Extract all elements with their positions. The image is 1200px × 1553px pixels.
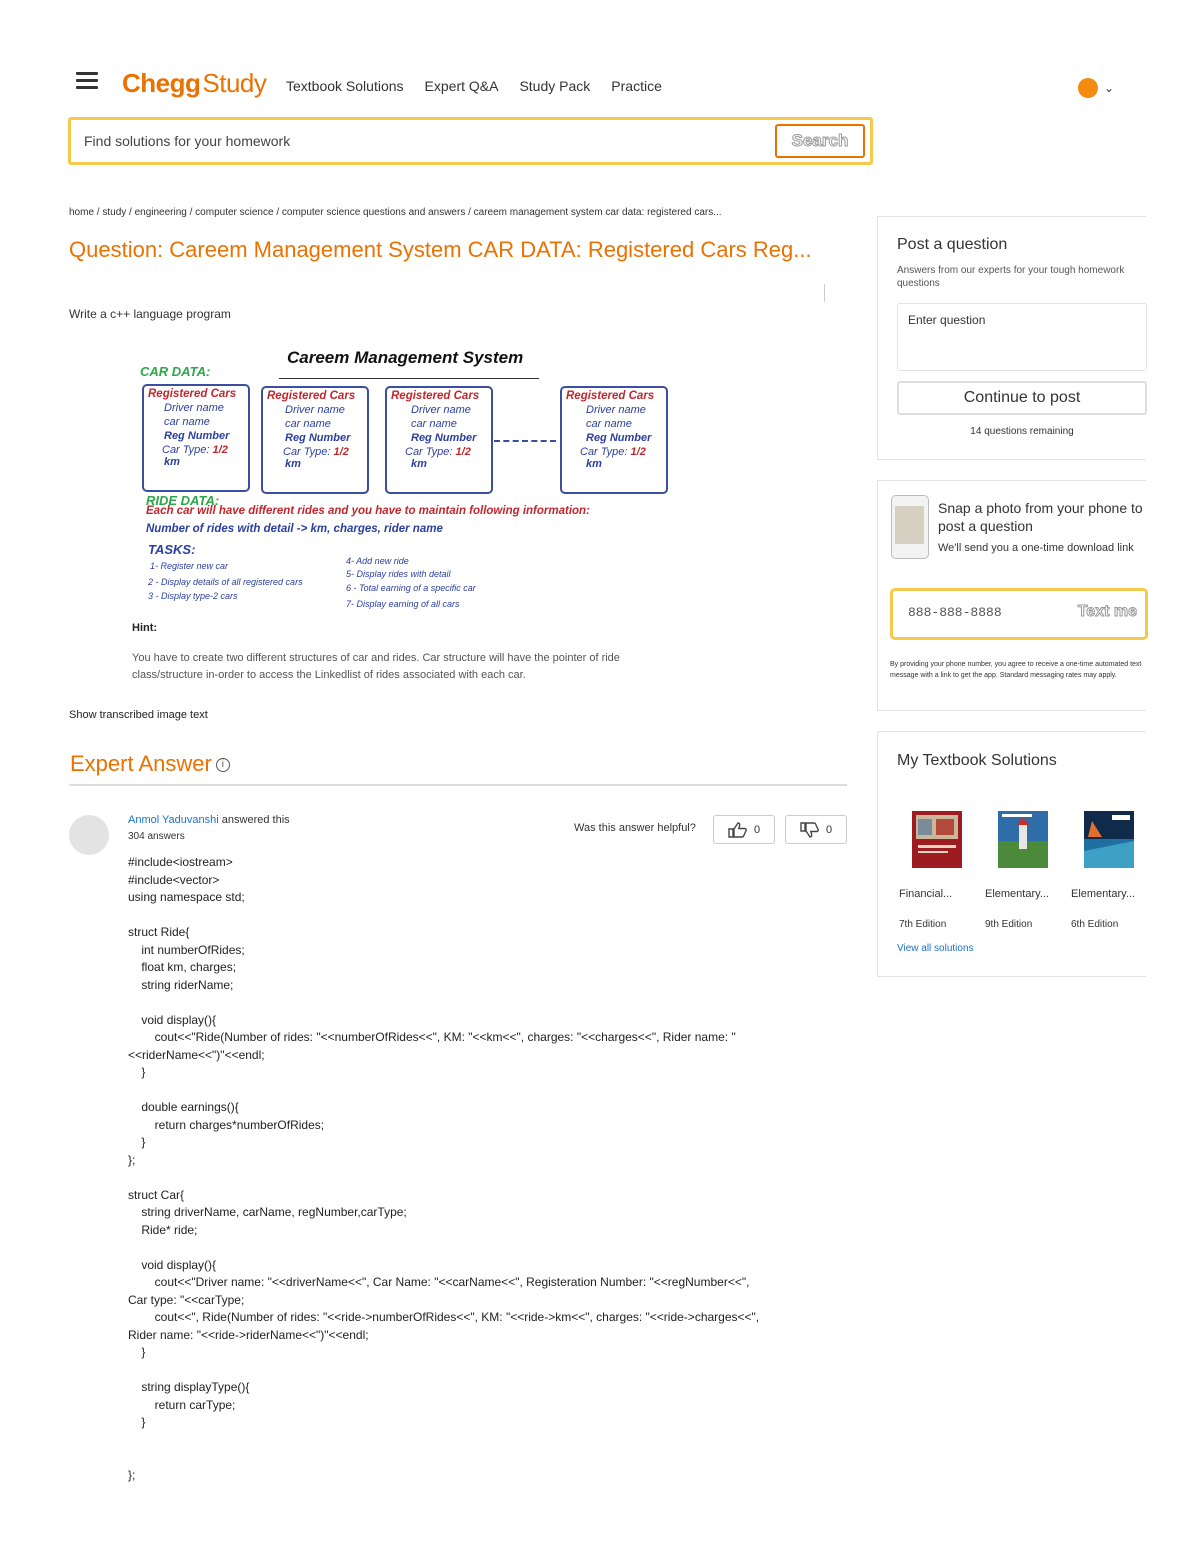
hint-text: You have to create two different structures of car and rides. Car structure will have the pointer of ride class/structure in-order to access the Linkedlist of rides associated with each car. [132, 652, 620, 681]
car-box-header: Registered Cars [148, 388, 237, 400]
car-box-reg: Reg Number [586, 432, 652, 444]
car-box-km: km [285, 458, 301, 470]
car-box-type: Car Type: [580, 446, 628, 458]
car-box-driver: Driver name [164, 402, 224, 414]
task-item: 4- Add new ride [346, 556, 409, 566]
task-item: 5- Display rides with detail [346, 569, 451, 579]
car-box-car: car name [164, 416, 210, 428]
menu-icon[interactable] [76, 72, 98, 90]
task-item: 3 - Display type-2 cars [148, 591, 238, 601]
nav-study-pack[interactable]: Study Pack [519, 78, 591, 94]
car-box-header: Registered Cars [391, 390, 480, 402]
nav-textbook-solutions[interactable]: Textbook Solutions [286, 78, 404, 94]
snap-subtitle: We'll send you a one-time download link [938, 542, 1134, 554]
thumbs-down-count: 0 [825, 823, 833, 836]
book-title[interactable]: Elementary... [985, 888, 1049, 900]
sms-disclaimer: By providing your phone number, you agree to receive a one-time automated text message with a link to get the app. Standard messaging rates may apply. [890, 661, 1142, 679]
nav-expert-qa[interactable]: Expert Q&A [424, 78, 499, 94]
car-box-header: Registered Cars [566, 390, 655, 402]
chevron-down-icon: ⌄ [1104, 81, 1115, 95]
car-box-2 [261, 386, 369, 494]
car-box-driver: Driver name [586, 404, 646, 416]
info-icon[interactable]: i [216, 758, 230, 772]
car-box-type-value: 1/2 [630, 446, 646, 458]
answered-text: answered this [218, 814, 290, 826]
car-box-type: Car Type: [405, 446, 453, 458]
book-edition: 9th Edition [985, 919, 1033, 930]
car-box-type-value: 1/2 [455, 446, 471, 458]
helpful-prompt: Was this answer helpful? [574, 822, 696, 834]
snap-title: Snap a photo from your phone to post a question [938, 500, 1143, 534]
thumbs-up-count: 0 [753, 823, 761, 836]
phone-number-field [890, 588, 1148, 640]
car-box-driver: Driver name [411, 404, 471, 416]
nav-practice[interactable]: Practice [611, 78, 662, 94]
expert-answer-heading [70, 751, 230, 777]
hint-label: Hint: [132, 622, 158, 634]
post-question-title: Post a question [897, 236, 1008, 253]
car-box-car: car name [285, 418, 331, 430]
post-question-subtitle: Answers from our experts for your tough homework questions [897, 265, 1125, 289]
divider [824, 284, 825, 302]
logo-study: Study [202, 68, 267, 98]
car-box-type-value: 1/2 [212, 444, 228, 456]
dashed-connector [494, 440, 556, 442]
thumbs-down-button[interactable] [785, 815, 847, 844]
task-item: 7- Display earning of all cars [346, 599, 460, 609]
answerer-info [128, 814, 290, 826]
car-box-reg: Reg Number [285, 432, 351, 444]
ride-detail: Number of rides with detail -> km, charges, rider name [146, 523, 443, 535]
book-cover-elementary-2[interactable] [1084, 811, 1134, 868]
book-edition: 7th Edition [899, 919, 947, 930]
question-prompt: Write a c++ language program [69, 307, 231, 321]
search-bar [68, 117, 873, 165]
page-title [69, 237, 849, 263]
ride-data-label: RIDE DATA: [146, 493, 220, 508]
car-box-reg: Reg Number [411, 432, 477, 444]
textbook-solutions-title: My Textbook Solutions [897, 752, 1057, 769]
task-item: 6 - Total earning of a specific car [346, 583, 476, 593]
task-item: 2 - Display details of all registered cars [148, 577, 303, 587]
questions-remaining: 14 questions remaining [970, 426, 1074, 437]
text-me-button[interactable]: Text me [1077, 603, 1137, 620]
avatar [1078, 78, 1098, 98]
question-label: Question: [69, 237, 164, 262]
car-box-1 [142, 384, 250, 492]
car-box-header: Registered Cars [267, 390, 356, 402]
car-box-type: Car Type: [162, 444, 210, 456]
top-header [0, 60, 1200, 110]
book-title[interactable]: Financial... [899, 888, 953, 900]
book-cover-elementary-1[interactable] [998, 811, 1048, 868]
figure-title-underline [279, 378, 539, 379]
car-box-type-value: 1/2 [333, 446, 349, 458]
avatar [69, 815, 109, 855]
continue-to-post-button[interactable]: Continue to post [897, 381, 1147, 415]
view-all-solutions-link[interactable]: View all solutions [897, 943, 974, 954]
figure-title: Careem Management System [287, 348, 524, 367]
car-box-car: car name [411, 418, 457, 430]
show-transcribed-link[interactable]: Show transcribed image text [69, 709, 208, 721]
car-box-type: Car Type: [283, 446, 331, 458]
thumbs-up-button[interactable] [713, 815, 775, 844]
expert-answer-title: Expert Answer [70, 751, 212, 776]
car-box-car: car name [586, 418, 632, 430]
divider [69, 784, 847, 786]
snap-photo-panel [877, 480, 1146, 711]
car-data-label: CAR DATA: [140, 364, 211, 379]
textbook-solutions-panel [877, 731, 1146, 977]
car-box-km: km [586, 458, 602, 470]
car-box-3 [385, 386, 493, 494]
answer-count: 304 answers [128, 831, 185, 842]
task-item: 1- Register new car [150, 561, 229, 571]
book-edition: 6th Edition [1071, 919, 1119, 930]
thumbs-up-icon [728, 822, 748, 838]
breadcrumb[interactable]: home / study / engineering / computer science / computer science questions and answers / careem management system car data: registered cars... [69, 207, 722, 218]
car-box-reg: Reg Number [164, 430, 230, 442]
answer-code: #include<iostream> #include<vector> using namespace std; struct Ride{ int numberOfRides; float km, charges; string riderName; void display(){ cout<<"Ride(Number of rides: "<<numberOfRides<<", KM: "<<km<<", charges: "<<charges<<", Rider name: "<<riderName<<")"<<endl; } double earnings(){ return charges*numberOfRides; } }; struct Car{ string driverName, carName, regNumber,carType; Ride* ride; void display(){ cout<<"Driver name: "<<driverName<<", Car Name: "<<carName<<", Registeration Number: "<<regNumber<<", Car type: "<<carType; cout<<", Ride(Number of rides: "<<ride->numberOfRides<<", KM: "<<ride->km<<", charges: "<<ride->charges<<", Rider name: "<<ride->riderName<<")"<<endl; } string displayType(){ return carType; } }; [128, 855, 760, 1482]
car-box-km: km [411, 458, 427, 470]
question-image [132, 344, 674, 612]
thumbs-down-icon [800, 822, 820, 838]
main-nav [286, 78, 662, 94]
chegg-study-logo[interactable] [122, 68, 266, 99]
search-input[interactable] [84, 130, 764, 152]
logo-chegg: Chegg [122, 68, 201, 98]
answerer-name-link[interactable]: Anmol Yaduvanshi [128, 814, 219, 826]
car-box-4 [560, 386, 668, 494]
phone-icon [891, 495, 929, 559]
question-input[interactable] [897, 303, 1147, 371]
account-menu[interactable] [1078, 78, 1114, 98]
car-box-km: km [164, 456, 180, 468]
tasks-label: TASKS: [148, 542, 196, 557]
book-title[interactable]: Elementary... [1071, 888, 1135, 900]
question-title-text: Careem Management System CAR DATA: Registered Cars Reg... [163, 237, 812, 262]
post-question-panel [877, 216, 1146, 460]
ride-note: Each car will have different rides and you have to maintain following information: [146, 505, 590, 517]
car-box-driver: Driver name [285, 404, 345, 416]
phone-input[interactable] [908, 605, 1048, 620]
book-cover-financial[interactable] [912, 811, 962, 868]
search-button[interactable]: Search [775, 124, 865, 158]
